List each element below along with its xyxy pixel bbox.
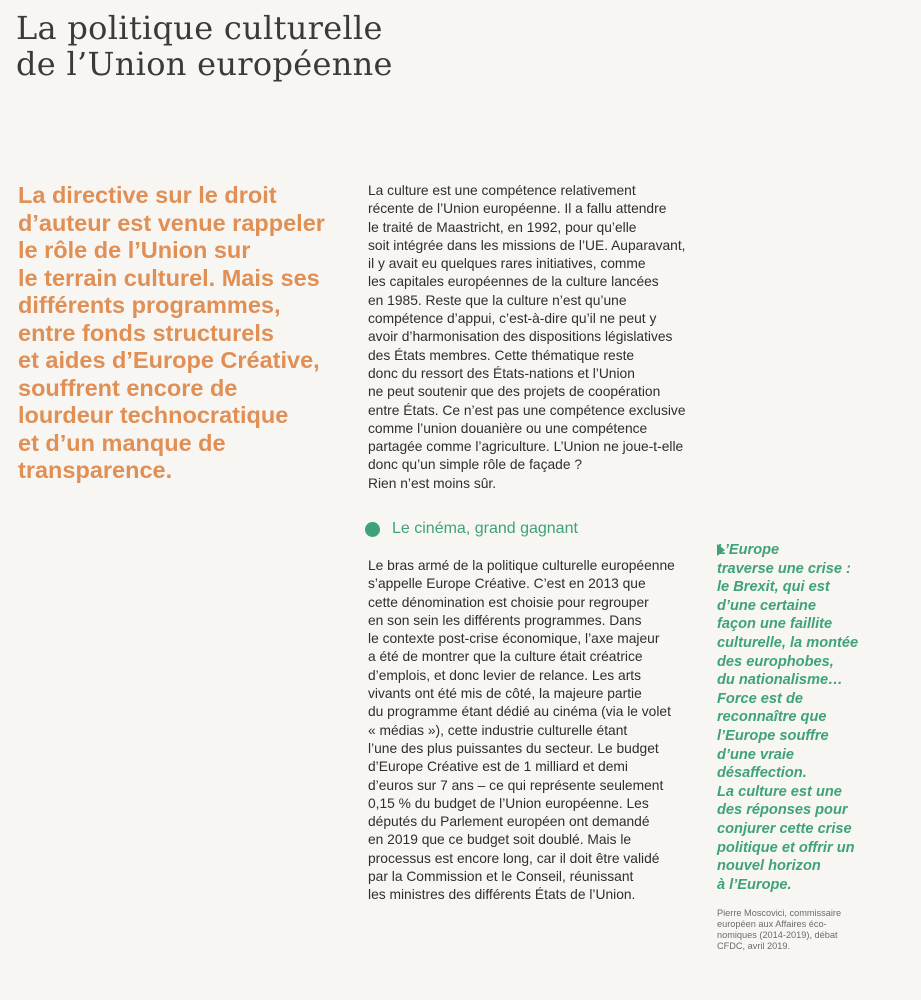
section-body: Le bras armé de la politique culturelle européenne s’appelle Europe Créative. C’est en 2013 que cette dénomination est choisie pour regrouper en son sein les différents programmes. Dans le contexte post-crise économique, l’axe majeur a été de montrer que la culture était créatrice d’emplois, et donc levier de relance. Les arts vivants ont été mis de côté, la majeure partie du programme étant dédié au cinéma (via le volet « médias »), cette industrie culturelle étant l’une des plus puissantes du secteur. Le budget d’Europe Créative est de 1 milliard et demi d’euros sur 7 ans – ce qui représente seulement 0,15 % du budget de l’Union européenne. Les députés du Parlement européen ont demandé en 2019 que ce budget soit doublé. Mais le processus est encore long, car il doit être validé par la Commission et le Conseil, réunissant les ministres des différents États de l’Union. [368, 558, 675, 903]
green-dot-icon [365, 522, 380, 537]
lead-paragraph: La directive sur le droit d’auteur est venue rappeler le rôle de l’Union sur le terrain culturel. Mais ses différents programmes, entre fonds structurels et aides d’Europe Créative, souffrent encore de lourdeur technocratique et d’un manque de transparence. [18, 182, 325, 483]
quote-text: L’Europe traverse une crise : le Brexit, qui est d’une certaine façon une faillite culturelle, la montée des europhobes, du nationalisme… Force est de reconnaître que l’Europe souffre d’une vraie désaffection. La culture est une des réponses pour conjurer cette crise politique et offrir un nouvel horizon à l’Europe. [717, 542, 859, 893]
page-title: La politique culturelle de l’Union européenne [16, 9, 393, 83]
quote-source: Pierre Moscovici, commissaire européen aux Affaires éco- nomiques (2014-2019), débat CFDC, avril 2019. [717, 908, 842, 952]
triangle-right-icon [717, 544, 725, 556]
intro-paragraph: La culture est une compétence relativement récente de l’Union européenne. Il a fallu attendre le traité de Maastricht, en 1992, pour qu’elle soit intégrée dans les missions de l’UE. Auparavant, il y avait eu quelques rares initiatives, comme les capitales européennes de la culture lancées en 1985. Reste que la culture n’est qu’une compétence d’appui, c’est-à-dire qu’il ne peut y avoir d’harmonisation des dispositions législatives des États membres. Cette thématique reste donc du ressort des États-nations et l’Union ne peut soutenir que des projets de coopération entre États. Ce n’est pas une compétence exclusive comme l’union douanière ou une compétence partagée comme l’agriculture. L’Union ne joue-t-elle donc qu’un simple rôle de façade ? Rien n’est moins sûr. [368, 183, 686, 491]
pull-quote [717, 541, 917, 952]
section-title: Le cinéma, grand gagnant [392, 520, 578, 537]
section-heading [365, 520, 705, 538]
